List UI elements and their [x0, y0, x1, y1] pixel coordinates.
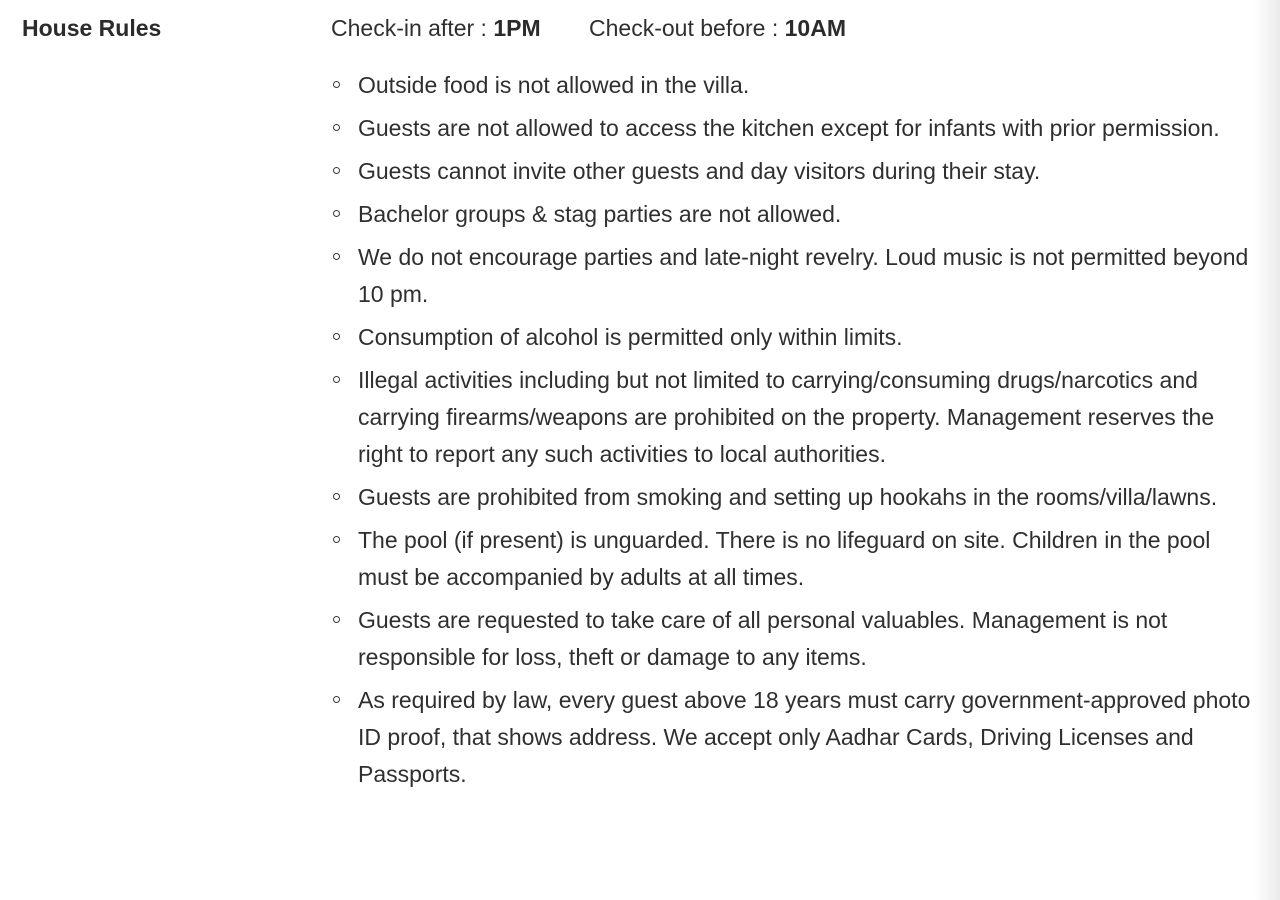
- bullet-icon: [333, 210, 340, 217]
- bullet-icon: [333, 333, 340, 340]
- rule-item: [331, 362, 1251, 473]
- rule-text: Guests cannot invite other guests and day visitors during their stay.: [358, 158, 1041, 184]
- rule-text: Bachelor groups & stag parties are not allowed.: [358, 201, 842, 227]
- bullet-icon: [333, 124, 340, 131]
- rule-text: As required by law, every guest above 18 years must carry government-approved photo ID proof, that shows address. We accept only Aadhar Cards, Driving Licenses and Passports.: [358, 687, 1251, 787]
- bullet-icon: [333, 536, 340, 543]
- rule-item: [331, 522, 1251, 596]
- bullet-icon: [333, 81, 340, 88]
- check-in-time: 1PM: [493, 15, 541, 41]
- rule-item: [331, 602, 1251, 676]
- rule-item: [331, 153, 1251, 190]
- rule-text: Outside food is not allowed in the villa.: [358, 72, 750, 98]
- bullet-icon: [333, 167, 340, 174]
- check-out-time: 10AM: [784, 15, 846, 41]
- bullet-icon: [333, 696, 340, 703]
- rule-text: Consumption of alcohol is permitted only within limits.: [358, 324, 903, 350]
- check-times: [331, 13, 846, 43]
- rule-item: [331, 682, 1251, 793]
- bullet-icon: [333, 376, 340, 383]
- rule-text: Illegal activities including but not limited to carrying/consuming drugs/narcotics and carrying firearms/weapons are prohibited on the property. Management reserves the right to report any such activities to local authorities.: [358, 367, 1215, 467]
- rule-item: [331, 110, 1251, 147]
- check-out-label: Check-out before :: [589, 15, 785, 41]
- rule-text: Guests are not allowed to access the kitchen except for infants with prior permission.: [358, 115, 1220, 141]
- bullet-icon: [333, 493, 340, 500]
- rule-item: [331, 239, 1251, 313]
- section-title: House Rules: [22, 15, 162, 41]
- rule-text: Guests are prohibited from smoking and setting up hookahs in the rooms/villa/lawns.: [358, 484, 1218, 510]
- rule-text: The pool (if present) is unguarded. There is no lifeguard on site. Children in the pool must be accompanied by adults at all times.: [358, 527, 1211, 590]
- bullet-icon: [333, 616, 340, 623]
- rule-item: [331, 479, 1251, 516]
- page-edge-shadow: [1254, 0, 1280, 900]
- rule-text: Guests are requested to take care of all personal valuables. Management is not responsible for loss, theft or damage to any items.: [358, 607, 1168, 670]
- rule-item: [331, 67, 1251, 104]
- rule-text: We do not encourage parties and late-night revelry. Loud music is not permitted beyond 10 pm.: [358, 244, 1249, 307]
- bullet-icon: [333, 253, 340, 260]
- check-in-label: Check-in after :: [331, 15, 494, 41]
- rule-item: [331, 196, 1251, 233]
- rule-item: [331, 319, 1251, 356]
- rules-list: [331, 67, 1251, 799]
